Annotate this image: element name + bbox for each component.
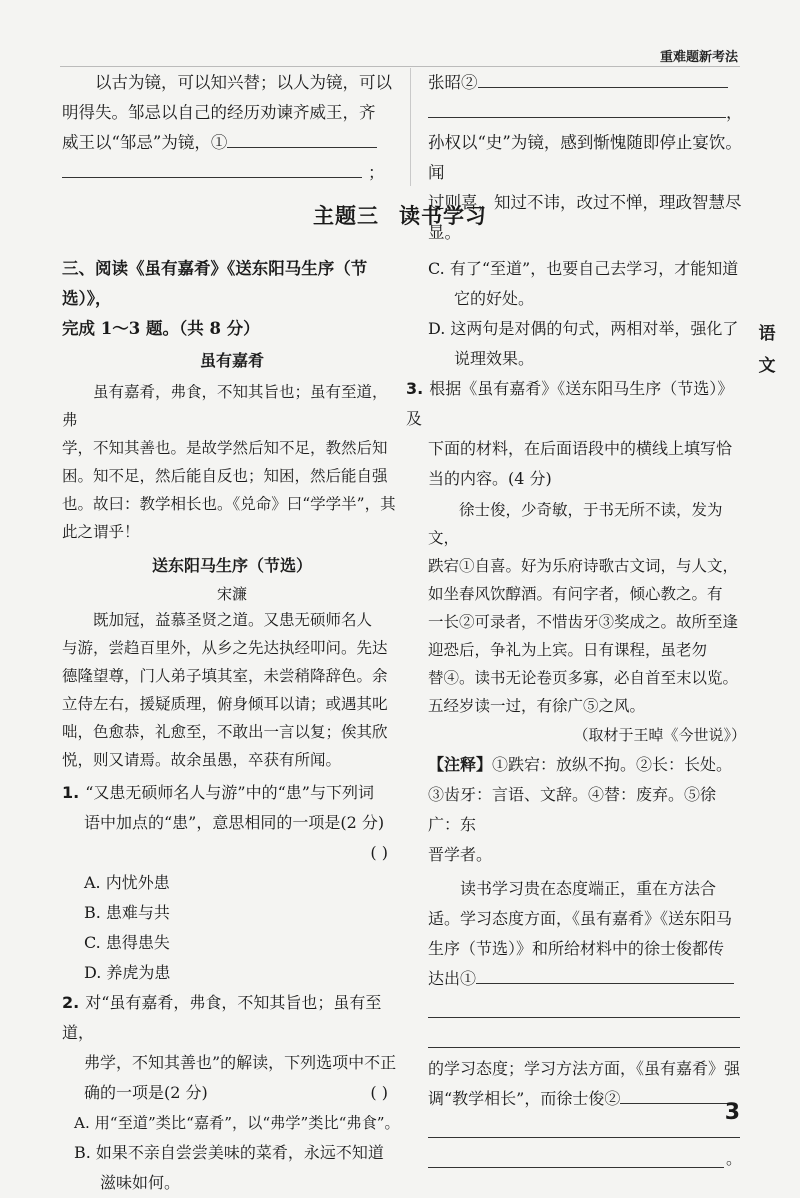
top-right-line <box>428 68 746 98</box>
passage-line: 立侍左右，援疑质理，俯身倾耳以请；或遇其叱 <box>62 695 388 713</box>
passage-line: 与游，尝趋百里外，从乡之先达执经叩问。先达 <box>62 639 388 657</box>
material-source: （取材于王晫《今世说》） <box>573 726 746 744</box>
subject-side-tab <box>754 318 780 382</box>
option-d[interactable]: D. 这两句是对偶的句式，两相对举，强化了 <box>428 319 739 338</box>
end-mark: 。 <box>725 1149 742 1168</box>
passage1-title: 虽有嘉肴 <box>199 351 264 370</box>
paragraph-line: 适。学习态度方面，《虽有嘉肴》《送东阳马 <box>428 909 733 928</box>
paragraph-line: 的学习态度；学习方法方面，《虽有嘉肴》强 <box>428 1059 741 1078</box>
question-2 <box>62 988 402 1198</box>
side-tab-char: 语 <box>758 324 776 344</box>
section-intro: 三、阅读《虽有嘉肴》《送东阳马生序（节选）》， <box>62 259 368 308</box>
material-line: 五经岁读一过，有徐广⑤之风。 <box>428 697 646 715</box>
passage-line: 困。知不足，然后能自反也；知困，然后能自强 <box>62 467 388 485</box>
question-stem-text: 当的内容。(4 分) <box>428 469 552 488</box>
material-line: 迎恐后，争礼为上宾。日有课程，虽老勿 <box>428 641 708 659</box>
top-right-line: 过则喜，知过不讳，改过不惮，理政智慧尽显。 <box>428 193 742 242</box>
header-rule <box>60 66 740 67</box>
section-intro: 完成 1～3 题。（共 8 分） <box>62 319 260 338</box>
passage2-text <box>62 606 402 774</box>
top-left-line-text: 威王以“邹忌”为镜，① <box>62 133 228 152</box>
top-left-block <box>62 68 402 188</box>
top-right-line-text: 张昭② <box>428 73 478 92</box>
material-line: 替④。读书无论卷页多寡，必自首至末以览。 <box>428 669 739 687</box>
question-stem-line <box>62 1078 402 1108</box>
material-text <box>428 496 746 720</box>
answer-blank[interactable] <box>478 69 728 88</box>
option-b[interactable]: B. 如果不亲自尝尝美味的菜肴，永远不知道 <box>74 1143 384 1162</box>
question-number: 3. <box>406 379 424 398</box>
passage-line: 悦，则又请焉。故余虽愚，卒获有所闻。 <box>62 751 342 769</box>
top-right-line <box>428 98 746 128</box>
answer-line[interactable] <box>428 1144 746 1174</box>
blank1-lead: 达出① <box>428 969 477 988</box>
paragraph-line <box>428 964 746 994</box>
option-a[interactable]: A. 内忧外患 <box>84 873 170 892</box>
notes-text: 晋学者。 <box>428 845 493 864</box>
top-left-end: ； <box>368 163 385 182</box>
question-number: 2. <box>62 993 80 1012</box>
question-stem-text: 根据《虽有嘉肴》《送东阳马生序（节选）》及 <box>406 379 734 428</box>
passage2-author: 宋濂 <box>216 585 247 603</box>
question-stem-text: 弗学，不知其善也”的解读，下列选项中不正 <box>84 1053 397 1072</box>
passage-line: 虽有嘉肴，弗食，不知其旨也；虽有至道，弗 <box>62 383 388 429</box>
question-stem-text: 确的一项是(2 分) <box>84 1083 208 1102</box>
answer-blank[interactable] <box>620 1085 732 1104</box>
top-right-comma: ， <box>726 103 743 122</box>
passage-line: 此之谓乎！ <box>62 523 140 541</box>
option-c-cont: 它的好处。 <box>454 289 535 308</box>
option-c[interactable]: C. 患得患失 <box>84 933 170 952</box>
top-left-line <box>62 158 402 188</box>
question-stem-text: “又患无硕师名人与游”中的“患”与下列词 <box>85 783 374 802</box>
top-right-line: 孙权以“史”为镜，感到惭愧随即停止宴饮。闻 <box>428 133 742 182</box>
answer-paren[interactable]: ( ) <box>370 843 388 862</box>
option-b[interactable]: B. 患难与共 <box>84 903 170 922</box>
passage-line: 学，不知其善也。是故学然后知不足，教然后知 <box>62 439 388 457</box>
top-left-line: 明得失。邹忌以自己的经历劝谏齐威王，齐 <box>62 103 376 122</box>
question-stem <box>62 778 402 808</box>
answer-paren[interactable]: ( ) <box>370 1083 388 1102</box>
notes-text: ①跌宕：放纵不拘。②长：长处。 <box>492 755 733 774</box>
answer-blank[interactable] <box>227 129 377 148</box>
side-tab-char: 文 <box>758 356 776 376</box>
answer-blank[interactable] <box>476 965 734 984</box>
material-line: 徐士俊，少奇敏，于书无所不读，发为文， <box>428 501 723 547</box>
page-number: 3 <box>724 1100 740 1125</box>
paragraph-line: 生序（节选）》和所给材料中的徐士俊都传 <box>428 939 725 958</box>
question-stem-text: 语中加点的“患”，意思相同的一项是(2 分) <box>84 813 385 832</box>
column-divider <box>410 68 411 186</box>
section-header: 重难题新考法 <box>659 50 738 65</box>
theme-label: 主题三 <box>313 204 379 228</box>
question-1 <box>62 778 402 988</box>
paragraph-line: 读书学习贵在态度端正，重在方法合 <box>460 879 717 898</box>
passage2-title: 送东阳马生序（节选） <box>151 556 312 575</box>
theme-name: 读书学习 <box>399 204 487 228</box>
answer-line[interactable] <box>428 994 746 1024</box>
option-a[interactable]: A. 用“至道”类比“嘉肴”，以“弗学”类比“弗食”。 <box>74 1114 400 1132</box>
notes-label: 【注释】 <box>428 755 493 774</box>
material-line: 跌宕①自喜。好为乐府诗歌古文词，与人文， <box>428 557 739 575</box>
option-d-cont: 说理效果。 <box>454 349 535 368</box>
question-stem-text: 下面的材料，在后面语段中的横线上填写恰 <box>428 439 733 458</box>
question-stem <box>406 374 746 434</box>
right-column <box>406 254 746 1174</box>
blank2-lead: 调“教学相长”，而徐士俊② <box>428 1089 621 1108</box>
theme-title <box>0 200 800 230</box>
material-line: 如坐春风饮醇酒。有问字者，倾心教之。有 <box>428 585 723 603</box>
answer-line[interactable] <box>428 1024 746 1054</box>
top-left-line: 以古为镜，可以知兴替；以人为镜，可以 <box>95 73 392 92</box>
notes-text: ③齿牙：言语、文辞。④替：废弃。⑤徐广：东 <box>428 785 717 834</box>
option-c[interactable]: C. 有了“至道”，也要自己去学习，才能知道 <box>428 259 739 278</box>
question-3 <box>406 374 746 1174</box>
paragraph-line <box>428 1084 746 1114</box>
answer-blank[interactable] <box>62 159 362 178</box>
notes-line <box>428 750 746 780</box>
material-line: 一长②可录者，不惜齿牙③奖成之。故所至逢 <box>428 613 739 631</box>
answer-paren-line <box>62 838 402 868</box>
passage-line: 也。故曰：教学相长也。《兑命》曰“学学半”，其 <box>62 495 396 513</box>
passage-line: 既加冠，益慕圣贤之道。又患无硕师名人 <box>93 611 373 629</box>
question-stem <box>62 988 402 1048</box>
question-number: 1. <box>62 783 80 802</box>
passage-line: 德隆望尊，门人弟子填其室，未尝稍降辞色。余 <box>62 667 388 685</box>
top-left-line <box>62 128 402 158</box>
question-stem-text: 对“虽有嘉肴，弗食，不知其旨也；虽有至道， <box>62 993 382 1042</box>
passage1-text <box>62 378 402 546</box>
answer-blank[interactable] <box>428 99 726 118</box>
option-d[interactable]: D. 养虎为患 <box>84 963 171 982</box>
answer-line[interactable] <box>428 1114 746 1144</box>
left-column <box>62 254 402 1198</box>
option-b-cont: 滋味如何。 <box>100 1173 181 1192</box>
passage-line: 咄，色愈恭，礼愈至，不敢出一言以复；俟其欣 <box>62 723 388 741</box>
